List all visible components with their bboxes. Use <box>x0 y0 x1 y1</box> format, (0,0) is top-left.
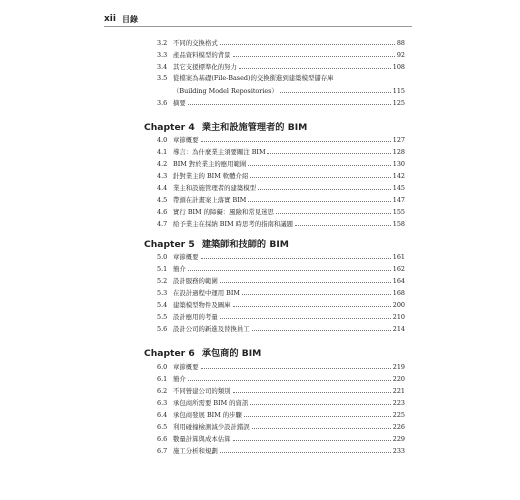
entry-number: 6.5 <box>157 423 168 431</box>
toc-entry <box>157 287 405 298</box>
toc-entry <box>157 158 405 169</box>
entry-number: 5.6 <box>157 325 168 333</box>
entry-page: 168 <box>392 289 405 297</box>
entry-page: 130 <box>392 160 405 168</box>
entry-page: 221 <box>392 387 405 395</box>
toc-entry <box>157 194 405 205</box>
entry-number: 6.0 <box>157 363 168 371</box>
dot-leader <box>188 373 391 381</box>
entry-number: 4.7 <box>157 220 168 228</box>
entry-title: 承包商所需要 BIM 的資訊 <box>173 399 249 407</box>
toc-entry <box>157 182 405 193</box>
entry-title: 利用碰撞檢測減少設計錯誤 <box>173 423 250 431</box>
entry-page: 200 <box>392 301 405 309</box>
entry-page: 92 <box>396 51 405 59</box>
dot-leader <box>242 287 391 295</box>
entry-page: 214 <box>392 325 405 333</box>
dot-leader <box>276 206 391 214</box>
entry-title: 設計公司的新進及替換員工 <box>173 325 250 333</box>
entry-number: 6.7 <box>157 447 168 455</box>
entry-page: 219 <box>392 363 405 371</box>
entry-number: 4.2 <box>157 160 168 168</box>
dot-leader <box>233 299 391 307</box>
dot-leader <box>252 323 391 331</box>
entry-page: 210 <box>392 313 405 321</box>
chapter-label: Chapter 6 <box>144 348 195 359</box>
entry-number: 5.0 <box>157 253 168 261</box>
toc-entry <box>157 373 405 384</box>
toc-entry <box>157 397 405 408</box>
entry-page: 108 <box>392 63 405 71</box>
entry-title: 施工分析和規劃 <box>173 447 218 455</box>
entry-title: 章節概要 <box>173 363 199 371</box>
toc-entry-continuation <box>173 85 405 96</box>
entry-title: 數量計算與成本估算 <box>173 435 231 443</box>
entry-page: 220 <box>392 375 405 383</box>
entry-title: 導言：為什麼業主須要關注 BIM <box>173 148 266 156</box>
toc-entry <box>157 433 405 444</box>
dot-leader <box>220 37 395 45</box>
entry-page: 162 <box>392 265 405 273</box>
entry-title: 業主和設施管理者的建築模型 <box>173 184 257 192</box>
chapter-title: 業主和設施管理者的 BIM <box>201 122 308 133</box>
dot-leader <box>295 218 391 226</box>
dot-leader <box>188 97 391 105</box>
entry-number: 3.2 <box>157 39 168 47</box>
toc-entry <box>157 311 405 322</box>
dot-leader <box>250 170 390 178</box>
entry-title: 從檔案為基礎(File-Based)的交換銜進到建築模型儲存庫 <box>173 74 334 82</box>
dot-leader <box>188 263 391 271</box>
entry-title: 建築模型物件及圖庫 <box>173 301 231 309</box>
entry-number: 5.3 <box>157 289 168 297</box>
entry-page: 145 <box>392 184 405 192</box>
dot-leader <box>248 194 390 202</box>
dot-leader <box>267 146 390 154</box>
entry-title: 簡介 <box>173 375 186 383</box>
dot-leader <box>201 361 391 369</box>
chapter-heading <box>144 119 307 133</box>
toc-entry <box>157 385 405 396</box>
entry-title: 設計應用的考量 <box>173 313 218 321</box>
dot-leader <box>233 433 391 441</box>
dot-leader <box>250 397 390 405</box>
entry-page: 128 <box>392 148 405 156</box>
entry-title: 章節概要 <box>173 253 199 261</box>
entry-page: 115 <box>392 87 405 95</box>
toc-entry <box>157 421 405 432</box>
entry-number: 4.0 <box>157 136 168 144</box>
page-number: xii <box>104 14 116 24</box>
entry-page: 223 <box>392 399 405 407</box>
entry-number: 5.2 <box>157 277 168 285</box>
dot-leader <box>220 311 391 319</box>
entry-title: 不同營建公司的類別 <box>173 387 231 395</box>
dot-leader <box>220 445 391 453</box>
toc-entry <box>157 49 405 60</box>
dot-leader <box>220 275 391 283</box>
dot-leader <box>239 61 391 69</box>
entry-title: 針對業主的 BIM 軟體介紹 <box>173 172 249 180</box>
entry-page: 225 <box>392 411 405 419</box>
toc-entry <box>157 146 405 157</box>
entry-page: 161 <box>392 253 405 261</box>
running-title: 目錄 <box>122 14 138 24</box>
toc-entry <box>157 251 405 262</box>
dot-leader <box>248 158 390 166</box>
entry-title: 帶頭在計畫案上落實 BIM <box>173 196 247 204</box>
entry-title: 其它支援標準化的努力 <box>173 63 237 71</box>
entry-number: 5.1 <box>157 265 168 273</box>
entry-number: 4.3 <box>157 172 168 180</box>
entry-number: 3.4 <box>157 63 168 71</box>
entry-title: （Building Model Repositories） <box>173 87 278 95</box>
entry-title: BIM 對於業主的應用範圍 <box>173 160 247 168</box>
entry-number: 5.4 <box>157 301 168 309</box>
dot-leader <box>201 251 391 259</box>
chapter-heading <box>144 345 261 359</box>
entry-number: 6.2 <box>157 387 168 395</box>
entry-number: 3.3 <box>157 51 168 59</box>
chapter-label: Chapter 4 <box>144 122 195 133</box>
dot-leader <box>201 134 391 142</box>
entry-title: 產品資料模型的背景 <box>173 51 231 59</box>
entry-title: 在設計過程中運用 BIM <box>173 289 240 297</box>
entry-page: 155 <box>392 208 405 216</box>
entry-number: 4.6 <box>157 208 168 216</box>
toc-entry <box>157 61 405 72</box>
page-header <box>104 14 412 26</box>
entry-page: 147 <box>392 196 405 204</box>
entry-title: 實行 BIM 的障礙：風險和常見迷思 <box>173 208 274 216</box>
entry-title: 章節概要 <box>173 136 199 144</box>
dot-leader <box>233 49 395 57</box>
entry-number: 3.5 <box>157 74 168 82</box>
toc-entry <box>157 323 405 334</box>
entry-number: 6.6 <box>157 435 168 443</box>
dot-leader <box>258 182 391 190</box>
dot-leader <box>233 385 391 393</box>
entry-number: 3.6 <box>157 99 168 107</box>
dot-leader <box>244 409 391 417</box>
toc-entry <box>157 218 405 229</box>
entry-number: 6.4 <box>157 411 168 419</box>
entry-title: 給予業主在採納 BIM 時思考的指南和議題 <box>173 220 294 228</box>
toc-entry <box>157 409 405 420</box>
entry-number: 4.1 <box>157 148 168 156</box>
toc-entry <box>157 37 405 48</box>
entry-page: 226 <box>392 423 405 431</box>
toc-entry <box>157 73 405 84</box>
entry-page: 164 <box>392 277 405 285</box>
toc-entry <box>157 361 405 372</box>
entry-page: 125 <box>392 99 405 107</box>
toc-entry <box>157 206 405 217</box>
header-rule <box>104 26 412 27</box>
dot-leader <box>252 421 391 429</box>
toc-entry <box>157 299 405 310</box>
chapter-title: 建築師和技師的 BIM <box>201 239 289 250</box>
entry-page: 88 <box>396 39 405 47</box>
entry-page: 233 <box>392 447 405 455</box>
toc-entry <box>157 97 405 108</box>
entry-page: 127 <box>392 136 405 144</box>
toc-entry <box>157 134 405 145</box>
entry-page: 158 <box>392 220 405 228</box>
entry-number: 4.4 <box>157 184 168 192</box>
entry-number: 5.5 <box>157 313 168 321</box>
toc-entry <box>157 445 405 456</box>
entry-number: 6.3 <box>157 399 168 407</box>
dot-leader <box>280 85 391 93</box>
entry-title: 摘要 <box>173 99 186 107</box>
chapter-title: 承包商的 BIM <box>201 348 262 359</box>
entry-page: 142 <box>392 172 405 180</box>
entry-title: 承包商發展 BIM 的步驟 <box>173 411 242 419</box>
toc-entry <box>157 170 405 181</box>
entry-title: 不同的交換格式 <box>173 39 218 47</box>
entry-page: 229 <box>392 435 405 443</box>
chapter-heading <box>144 236 289 250</box>
chapter-label: Chapter 5 <box>144 239 195 250</box>
toc-entry <box>157 275 405 286</box>
toc-entry <box>157 263 405 274</box>
entry-title: 設計服務的範圍 <box>173 277 218 285</box>
entry-title: 簡介 <box>173 265 186 273</box>
entry-number: 6.1 <box>157 375 168 383</box>
entry-number: 4.5 <box>157 196 168 204</box>
